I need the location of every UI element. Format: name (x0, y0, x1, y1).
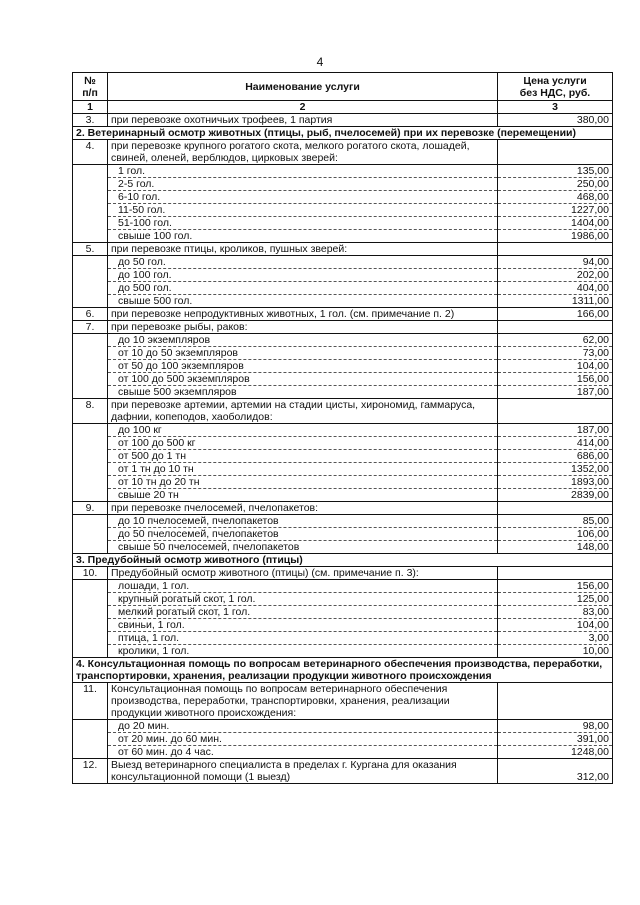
service-name: до 100 кг (108, 424, 498, 437)
service-name: 2-5 гол. (108, 178, 498, 191)
service-name: свыше 500 гол. (108, 295, 498, 308)
section-heading-row (73, 127, 613, 140)
row-number: 12. (73, 759, 108, 784)
index-2: 2 (108, 101, 498, 114)
row-number (73, 489, 108, 502)
row-number (73, 733, 108, 746)
row-number (73, 515, 108, 528)
row-number (73, 282, 108, 295)
section-heading-row (73, 554, 613, 567)
section-heading-row (73, 658, 613, 683)
service-name: свыше 20 тн (108, 489, 498, 502)
service-price: 187,00 (498, 386, 613, 399)
service-price: 10,00 (498, 645, 613, 658)
row-number (73, 437, 108, 450)
section-heading: 3. Предубойный осмотр животного (птицы) (73, 554, 613, 567)
service-price: 85,00 (498, 515, 613, 528)
service-price: 202,00 (498, 269, 613, 282)
row-number: 8. (73, 399, 108, 424)
service-name: мелкий рогатый скот, 1 гол. (108, 606, 498, 619)
row-number (73, 476, 108, 489)
row-number (73, 593, 108, 606)
service-name: свыше 50 пчелосемей, пчелопакетов (108, 541, 498, 554)
row-number (73, 217, 108, 230)
row-number (73, 450, 108, 463)
service-name: от 10 тн до 20 тн (108, 476, 498, 489)
service-price (498, 243, 613, 256)
table-subrow (73, 593, 613, 606)
service-price: 83,00 (498, 606, 613, 619)
service-price: 312,00 (498, 759, 613, 784)
row-number (73, 373, 108, 386)
service-name: до 500 гол. (108, 282, 498, 295)
service-price: 2839,00 (498, 489, 613, 502)
service-name: от 100 до 500 кг (108, 437, 498, 450)
row-number: 11. (73, 683, 108, 720)
service-price: 104,00 (498, 619, 613, 632)
service-price: 1986,00 (498, 230, 613, 243)
table-subrow (73, 515, 613, 528)
service-price: 125,00 (498, 593, 613, 606)
row-number (73, 386, 108, 399)
service-name: при перевозке непродуктивных животных, 1 гол. (см. примечание п. 2) (108, 308, 498, 321)
service-price: 250,00 (498, 178, 613, 191)
row-number: 4. (73, 140, 108, 165)
service-name: крупный рогатый скот, 1 гол. (108, 593, 498, 606)
service-name: от 20 мин. до 60 мин. (108, 733, 498, 746)
row-number: 7. (73, 321, 108, 334)
header-num: № п/п (73, 73, 108, 101)
service-price: 414,00 (498, 437, 613, 450)
service-price (498, 502, 613, 515)
index-1: 1 (73, 101, 108, 114)
service-price: 468,00 (498, 191, 613, 204)
service-name: свыше 500 экземпляров (108, 386, 498, 399)
service-price: 94,00 (498, 256, 613, 269)
service-price: 62,00 (498, 334, 613, 347)
row-number (73, 204, 108, 217)
row-number (73, 191, 108, 204)
row-number: 9. (73, 502, 108, 515)
row-number (73, 632, 108, 645)
row-number (73, 230, 108, 243)
service-name: лошади, 1 гол. (108, 580, 498, 593)
service-price: 135,00 (498, 165, 613, 178)
service-price: 1404,00 (498, 217, 613, 230)
table-row (73, 502, 613, 515)
service-name: кролики, 1 гол. (108, 645, 498, 658)
service-price: 1352,00 (498, 463, 613, 476)
service-price: 686,00 (498, 450, 613, 463)
row-number (73, 606, 108, 619)
table-subrow (73, 746, 613, 759)
service-price: 1893,00 (498, 476, 613, 489)
row-number (73, 424, 108, 437)
service-name: до 100 гол. (108, 269, 498, 282)
table-subrow (73, 606, 613, 619)
service-price (498, 399, 613, 424)
table-subrow (73, 645, 613, 658)
service-price: 1311,00 (498, 295, 613, 308)
table-row (73, 567, 613, 580)
service-name: от 50 до 100 экземпляров (108, 360, 498, 373)
table-subrow (73, 437, 613, 450)
service-price: 148,00 (498, 541, 613, 554)
table-subrow (73, 204, 613, 217)
row-number (73, 256, 108, 269)
row-number: 5. (73, 243, 108, 256)
table-subrow (73, 178, 613, 191)
table-subrow (73, 269, 613, 282)
row-number (73, 178, 108, 191)
table-subrow (73, 720, 613, 733)
row-number (73, 645, 108, 658)
section-heading: 2. Ветеринарный осмотр животных (птицы, рыб, пчелосемей) при их перевозке (перемещении) (73, 127, 613, 140)
service-price: 3,00 (498, 632, 613, 645)
service-price: 1248,00 (498, 746, 613, 759)
service-price (498, 683, 613, 720)
service-name: до 50 пчелосемей, пчелопакетов (108, 528, 498, 541)
table-subrow (73, 386, 613, 399)
service-price: 156,00 (498, 580, 613, 593)
row-number: 6. (73, 308, 108, 321)
row-number (73, 746, 108, 759)
table-subrow (73, 489, 613, 502)
table-row (73, 683, 613, 720)
service-name: свыше 100 гол. (108, 230, 498, 243)
service-name: до 10 пчелосемей, пчелопакетов (108, 515, 498, 528)
table-subrow (73, 733, 613, 746)
service-name: от 500 до 1 тн (108, 450, 498, 463)
service-price: 104,00 (498, 360, 613, 373)
table-subrow (73, 580, 613, 593)
service-name: до 10 экземпляров (108, 334, 498, 347)
service-name: 11-50 гол. (108, 204, 498, 217)
row-number: 3. (73, 114, 108, 127)
table-subrow (73, 424, 613, 437)
service-price: 1227,00 (498, 204, 613, 217)
service-name: от 100 до 500 экземпляров (108, 373, 498, 386)
table-row (73, 140, 613, 165)
service-name: 1 гол. (108, 165, 498, 178)
service-name: при перевозке крупного рогатого скота, мелкого рогатого скота, лошадей, свиней, оленей, верблюдов, цирковых зверей: (108, 140, 498, 165)
service-price (498, 140, 613, 165)
row-number (73, 580, 108, 593)
row-number (73, 269, 108, 282)
service-price: 404,00 (498, 282, 613, 295)
table-row (73, 243, 613, 256)
service-name: Выезд ветеринарного специалиста в пределах г. Кургана для оказания консультационной помощи (1 выезд) (108, 759, 498, 784)
row-number (73, 619, 108, 632)
table-subrow (73, 217, 613, 230)
table-subrow (73, 347, 613, 360)
service-price: 166,00 (498, 308, 613, 321)
table-subrow (73, 450, 613, 463)
table-subrow (73, 230, 613, 243)
page-number: 4 (316, 55, 324, 69)
table-subrow (73, 528, 613, 541)
service-price: 391,00 (498, 733, 613, 746)
service-name: свиньи, 1 гол. (108, 619, 498, 632)
row-number (73, 463, 108, 476)
table-row (73, 759, 613, 784)
header-price: Цена услуги без НДС, руб. (498, 73, 613, 101)
service-name: до 20 мин. (108, 720, 498, 733)
service-price (498, 567, 613, 580)
table-row (73, 399, 613, 424)
service-name: Консультационная помощь по вопросам ветеринарного обеспечения производства, переработки, транспортировки, хранения, реализации продукции животного происхождения: (108, 683, 498, 720)
table-subrow (73, 373, 613, 386)
table-row (73, 321, 613, 334)
table-header-row (73, 73, 613, 101)
row-number (73, 334, 108, 347)
row-number (73, 295, 108, 308)
table-subrow (73, 619, 613, 632)
table-subrow (73, 463, 613, 476)
service-name: при перевозке охотничьих трофеев, 1 партия (108, 114, 498, 127)
table-subrow (73, 360, 613, 373)
service-price (498, 321, 613, 334)
table-subrow (73, 334, 613, 347)
service-name: до 50 гол. (108, 256, 498, 269)
service-name: при перевозке пчелосемей, пчелопакетов: (108, 502, 498, 515)
service-price: 73,00 (498, 347, 613, 360)
service-price: 106,00 (498, 528, 613, 541)
row-number: 10. (73, 567, 108, 580)
row-number (73, 528, 108, 541)
service-name: от 60 мин. до 4 час. (108, 746, 498, 759)
service-name: при перевозке рыбы, раков: (108, 321, 498, 334)
service-name: птица, 1 гол. (108, 632, 498, 645)
price-table (72, 72, 613, 784)
table-subrow (73, 282, 613, 295)
service-name: 6-10 гол. (108, 191, 498, 204)
index-3: 3 (498, 101, 613, 114)
table-subrow (73, 632, 613, 645)
header-name: Наименование услуги (108, 73, 498, 101)
section-heading: 4. Консультационная помощь по вопросам ветеринарного обеспечения производства, переработки, транспортировки, хранения, реализации продукции животного происхождения (73, 658, 613, 683)
row-number (73, 360, 108, 373)
table-row (73, 308, 613, 321)
table-subrow (73, 295, 613, 308)
row-number (73, 347, 108, 360)
table-subrow (73, 191, 613, 204)
service-name: Предубойный осмотр животного (птицы) (см. примечание п. 3): (108, 567, 498, 580)
table-subrow (73, 165, 613, 178)
table-row (73, 114, 613, 127)
service-price: 98,00 (498, 720, 613, 733)
table-subrow (73, 256, 613, 269)
table-subrow (73, 541, 613, 554)
service-name: от 1 тн до 10 тн (108, 463, 498, 476)
service-price: 380,00 (498, 114, 613, 127)
row-number (73, 720, 108, 733)
table-index-row (73, 101, 613, 114)
row-number (73, 165, 108, 178)
service-price: 156,00 (498, 373, 613, 386)
service-price: 187,00 (498, 424, 613, 437)
service-name: от 10 до 50 экземпляров (108, 347, 498, 360)
table-subrow (73, 476, 613, 489)
service-name: при перевозке птицы, кроликов, пушных зверей: (108, 243, 498, 256)
row-number (73, 541, 108, 554)
service-name: 51-100 гол. (108, 217, 498, 230)
service-name: при перевозке артемии, артемии на стадии цисты, хирономид, гаммаруса, дафнии, копеподов, хаоболидов: (108, 399, 498, 424)
